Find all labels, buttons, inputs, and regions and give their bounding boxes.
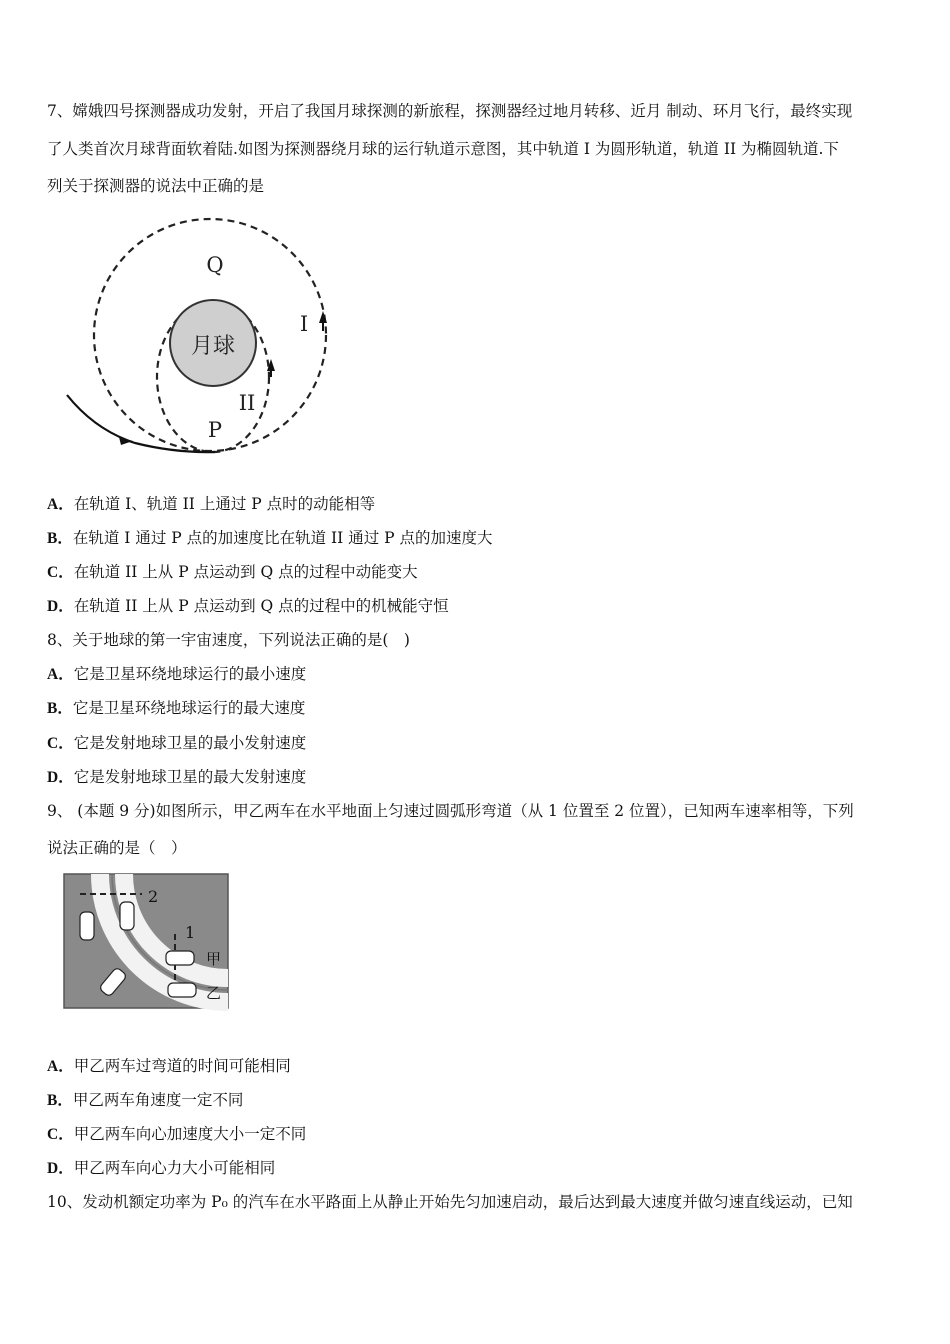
q7-stem-line-1: 7、嫦娥四号探测器成功发射，开启了我国月球探测的新旅程，探测器经过地月转移、近月 制动、环月飞行，最终实现 <box>47 102 853 120</box>
q9-option-b: B．甲乙两车角速度一定不同 <box>47 1091 244 1109</box>
label-jia: 甲 <box>206 950 222 968</box>
car-parked-left <box>80 912 94 940</box>
q8-stem: 8、关于地球的第一宇宙速度，下列说法正确的是( ) <box>47 631 410 649</box>
q8-option-b: B．它是卫星环绕地球运行的最大速度 <box>47 699 306 717</box>
q7-option-b: B．在轨道 I 通过 P 点的加速度比在轨道 II 通过 P 点的加速度大 <box>47 529 493 547</box>
moon-label: 月球 <box>190 334 236 359</box>
q9-option-c: C．甲乙两车向心加速度大小一定不同 <box>47 1125 307 1143</box>
label-q: Q <box>206 253 224 277</box>
q9-option-d: D．甲乙两车向心力大小可能相同 <box>47 1159 276 1177</box>
label-yi: 乙 <box>206 984 222 1002</box>
q7-stem-line-2: 了人类首次月球背面软着陆.如图为探测器绕月球的运行轨道示意图，其中轨道 I 为圆形轨道，轨道 II 为椭圆轨道.下 <box>47 140 839 158</box>
q8-option-d: D．它是发射地球卫星的最大发射速度 <box>47 768 307 786</box>
label-orbit-i: I <box>299 312 309 336</box>
transfer-arrow <box>119 437 133 445</box>
transfer-trajectory <box>67 395 215 452</box>
label-position-2: 2 <box>148 887 159 906</box>
q9-stem-line-1: 9、 (本题 9 分)如图所示，甲乙两车在水平地面上匀速过圆弧形弯道（从 1 位置至 2 位置），已知两车速率相等，下列 <box>47 802 854 820</box>
label-position-1: 1 <box>185 923 196 942</box>
q9-stem-line-2: 说法正确的是（ ） <box>47 839 187 857</box>
q8-option-a: A．它是卫星环绕地球运行的最小速度 <box>47 665 307 683</box>
q7-option-c: C．在轨道 II 上从 P 点运动到 Q 点的过程中动能变大 <box>47 563 418 581</box>
car-jia-position-2 <box>120 902 134 930</box>
label-orbit-ii: II <box>238 391 256 415</box>
curved-road-diagram <box>62 872 230 1012</box>
label-p: P <box>207 418 223 442</box>
car-yi <box>168 983 196 997</box>
lunar-orbit-diagram <box>55 215 355 475</box>
q7-stem-line-3: 列关于探测器的说法中正确的是 <box>47 177 265 195</box>
q7-option-d: D．在轨道 II 上从 P 点运动到 Q 点的过程中的机械能守恒 <box>47 597 449 615</box>
q10-stem: 10、发动机额定功率为 P₀ 的汽车在水平路面上从静止开始先匀加速启动，最后达到最大速度并做匀速直线运动，已知 <box>47 1193 853 1211</box>
q9-option-a: A．甲乙两车过弯道的时间可能相同 <box>47 1057 291 1075</box>
q7-option-a: A．在轨道 I、轨道 II 上通过 P 点时的动能相等 <box>47 495 376 513</box>
car-jia <box>166 951 194 965</box>
q8-option-c: C．它是发射地球卫星的最小发射速度 <box>47 734 307 752</box>
